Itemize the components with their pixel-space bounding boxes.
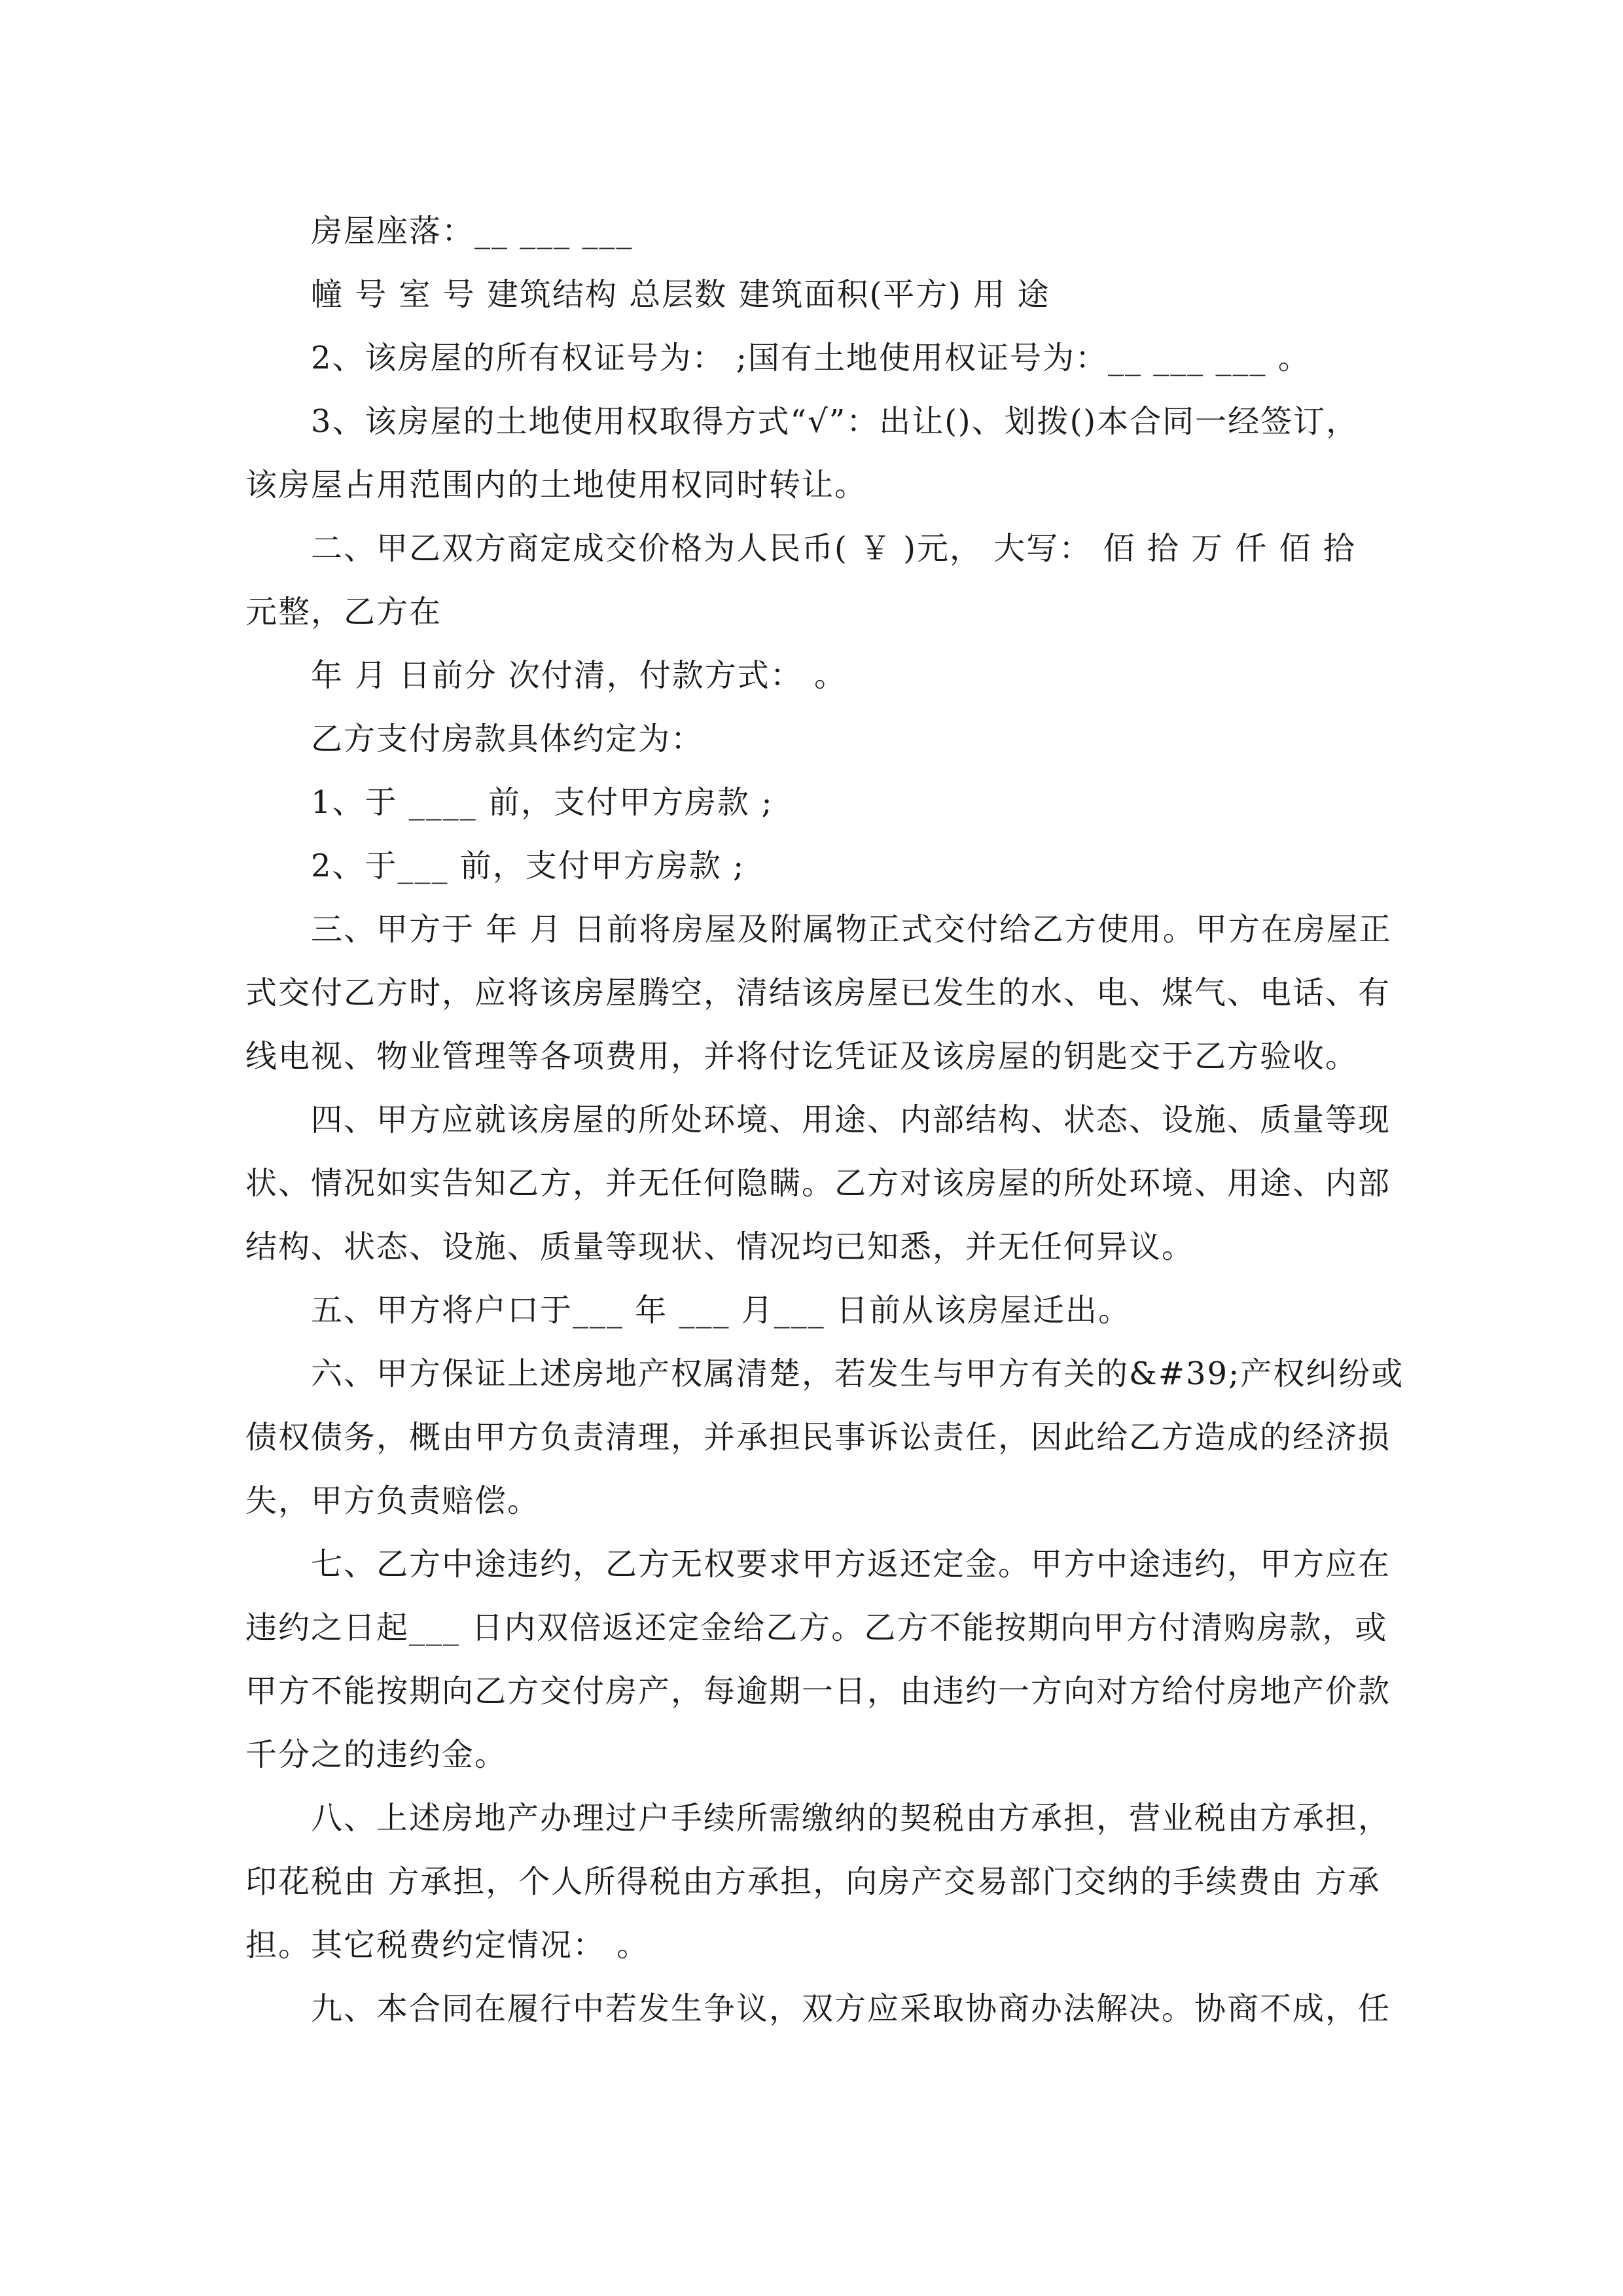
text-line: 3、该房屋的土地使用权取得方式“√”：出让()、划拨()本合同一经签订， [311,403,1359,440]
text-line: 八、上述房地产办理过户手续所需缴纳的契税由方承担，营业税由方承担， [311,1800,1391,1837]
text-line: 担。其它税费约定情况： 。 [245,1927,650,1964]
text-line: 房屋座落：__ ___ ___ [311,213,633,249]
text-line: 七、乙方中途违约，乙方无权要求甲方返还定金。甲方中途违约，甲方应在 [311,1546,1391,1583]
text-line: 1、于 ____ 前，支付甲方房款 ; [311,784,774,821]
text-line: 印花税由 方承担，个人所得税由方承担，向房产交易部门交纳的手续费由 方承 [245,1863,1381,1900]
text-line: 线电视、物业管理等各项费用，并将付讫凭证及该房屋的钥匙交于乙方验收。 [245,1038,1359,1075]
text-line: 六、甲方保证上述房地产权属清楚，若发生与甲方有关的&#39;产权纠纷或 [311,1355,1404,1392]
text-line: 债权债务，概由甲方负责清理，并承担民事诉讼责任，因此给乙方造成的经济损 [245,1419,1391,1456]
text-line: 结构、状态、设施、质量等现状、情况均已知悉，并无任何异议。 [245,1229,1195,1265]
text-line: 四、甲方应就该房屋的所处环境、用途、内部结构、状态、设施、质量等现 [311,1102,1391,1138]
text-line: 二、甲乙双方商定成交价格为人民币( ￥ )元， 大写： 佰 拾 万 仟 佰 拾 [311,530,1356,567]
text-line: 乙方支付房款具体约定为： [311,721,704,757]
text-line: 2、于___ 前，支付甲方房款 ; [311,848,745,884]
text-line: 幢 号 室 号 建筑结构 总层数 建筑面积(平方) 用 途 [311,276,1050,313]
text-line: 违约之日起___ 日内双倍返还定金给乙方。乙方不能按期向甲方付清购房款，或 [245,1609,1388,1646]
text-line: 三、甲方于 年 月 日前将房屋及附属物正式交付给乙方使用。甲方在房屋正 [311,911,1392,948]
text-line: 状、情况如实告知乙方，并无任何隐瞒。乙方对该房屋的所处环境、用途、内部 [245,1165,1391,1202]
text-line: 五、甲方将户口于___ 年 ___ 月___ 日前从该房屋迁出。 [311,1292,1132,1329]
text-line: 年 月 日前分 次付清，付款方式： 。 [311,657,847,694]
text-line: 千分之的违约金。 [245,1736,508,1773]
text-line: 2、该房屋的所有权证号为： ;国有土地使用权证号为：__ ___ ___ 。 [311,340,1311,376]
text-line: 九、本合同在履行中若发生争议，双方应采取协商办法解决。协商不成，任 [311,1990,1391,2027]
text-line: 失，甲方负责赔偿。 [245,1482,541,1519]
text-line: 该房屋占用范围内的土地使用权同时转让。 [245,467,868,503]
text-line: 元整，乙方在 [245,594,442,630]
text-line: 甲方不能按期向乙方交付房产，每逾期一日，由违约一方向对方给付房地产价款 [245,1673,1391,1710]
text-line: 式交付乙方时，应将该房屋腾空，清结该房屋已发生的水、电、煤气、电话、有 [245,975,1391,1011]
document-body [245,200,1404,2041]
